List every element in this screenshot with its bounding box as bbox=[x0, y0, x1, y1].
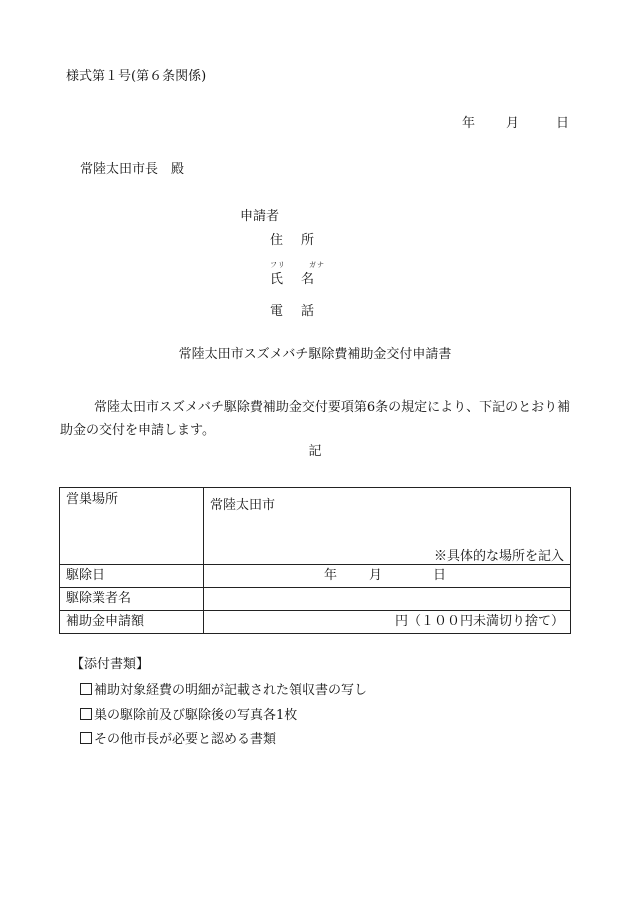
attachment-item bbox=[80, 708, 297, 722]
extermination-date-month: 月 bbox=[369, 568, 383, 583]
extermination-date-label: 駆除日 bbox=[60, 565, 204, 588]
date-line bbox=[462, 117, 569, 130]
body-text: 常陸太田市スズメバチ駆除費補助金交付要項第6条の規定により、下記のとおり補助金の交付を申請します。 bbox=[60, 400, 571, 438]
attachment-item bbox=[80, 683, 367, 697]
table-row bbox=[60, 611, 571, 634]
addressee: 常陸太田市長 殿 bbox=[80, 162, 185, 177]
nest-location-value: 常陸太田市 bbox=[210, 498, 276, 513]
name-label: 氏名 bbox=[270, 272, 333, 287]
extermination-date-year: 年 bbox=[324, 568, 338, 583]
attachment-item-label: その他市長が必要と認める書類 bbox=[94, 732, 277, 747]
detail-table bbox=[59, 487, 571, 634]
contractor-cell[interactable] bbox=[204, 588, 571, 611]
furigana-label bbox=[270, 262, 325, 269]
applicant-label: 申請者 bbox=[240, 209, 280, 224]
checkbox-icon[interactable] bbox=[80, 708, 92, 720]
extermination-date-cell[interactable] bbox=[204, 565, 571, 588]
checkbox-icon[interactable] bbox=[80, 683, 92, 695]
table-row bbox=[60, 488, 571, 565]
attachment-item-label: 補助対象経費の明細が記載された領収書の写し bbox=[94, 683, 368, 698]
amount-value: 円（１００円未満切り捨て） bbox=[394, 614, 564, 629]
amount-cell[interactable] bbox=[204, 611, 571, 634]
nest-location-cell[interactable] bbox=[204, 488, 571, 565]
form-number: 様式第１号(第６条関係) bbox=[66, 69, 207, 84]
amount-label: 補助金申請額 bbox=[60, 611, 204, 634]
address-label: 住所 bbox=[270, 233, 333, 248]
document-title: 常陸太田市スズメバチ駆除費補助金交付申請書 bbox=[178, 347, 452, 362]
attachment-item bbox=[80, 732, 276, 746]
nest-location-label: 営巣場所 bbox=[60, 488, 204, 565]
date-day: 日 bbox=[556, 116, 570, 131]
ki-label: 記 bbox=[308, 444, 322, 459]
attachment-item-label: 巣の駆除前及び駆除後の写真各1枚 bbox=[94, 708, 298, 723]
furigana-part-2: ガナ bbox=[309, 261, 325, 269]
date-year: 年 bbox=[462, 116, 476, 131]
furigana-part-1: フリ bbox=[270, 261, 286, 269]
contractor-label: 駆除業者名 bbox=[60, 588, 204, 611]
table-row bbox=[60, 565, 571, 588]
date-month: 月 bbox=[506, 116, 520, 131]
checkbox-icon[interactable] bbox=[80, 732, 92, 744]
extermination-date-day: 日 bbox=[433, 568, 447, 583]
table-row bbox=[60, 588, 571, 611]
nest-location-note: ※具体的な場所を記入 bbox=[433, 549, 564, 564]
phone-label: 電話 bbox=[270, 304, 333, 319]
attachments-title: 【添付書類】 bbox=[71, 657, 150, 672]
